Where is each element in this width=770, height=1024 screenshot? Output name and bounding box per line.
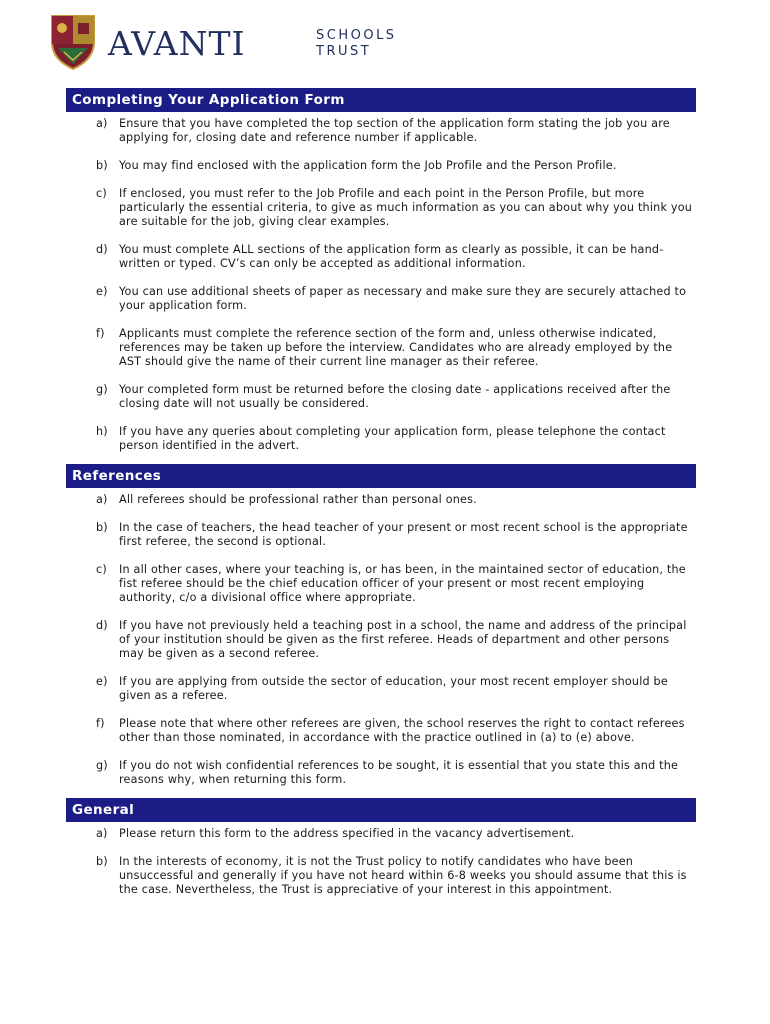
section-header-completing-form: Completing Your Application Form [66, 88, 696, 112]
list-marker: b) [96, 158, 108, 172]
crest-icon [50, 14, 96, 70]
list-text: Please return this form to the address specified in the vacancy advertisement. [119, 827, 575, 840]
list-text: If enclosed, you must refer to the Job Profile and each point in the Person Profile, but more particularly the essential criteria, to give as much information as you can about why you think you are suitable for the job, giving clear examples. [119, 186, 693, 229]
document-body [66, 88, 696, 908]
list-marker: f) [96, 326, 105, 340]
list-marker: c) [96, 186, 107, 200]
header [50, 14, 397, 72]
logo-subtitle [316, 28, 397, 60]
list-item [66, 243, 696, 271]
list-text: If you are applying from outside the sector of education, your most recent employer should be given as a referee. [119, 674, 668, 702]
list-marker: a) [96, 827, 108, 840]
list-marker: b) [96, 854, 108, 868]
list-text: All referees should be professional rather than personal ones. [119, 492, 477, 506]
list-item [66, 285, 696, 313]
list-marker: g) [96, 758, 108, 772]
list-text: In the interests of economy, it is not the Trust policy to notify candidates who have been unsuccessful and generally if you have not heard within 6-8 weeks you should assume that this is the case. Nevertheless, the Trust is appreciative of your interest in this appointment. [119, 854, 687, 897]
section-header-general: General [66, 798, 696, 822]
list-text: Ensure that you have completed the top section of the application form stating the job you are applying for, closing date and reference number if applicable. [119, 117, 670, 145]
list-item [66, 159, 696, 173]
logo-subtitle-line2: TRUST [316, 44, 372, 59]
list-item [66, 117, 696, 145]
list-text: You may find enclosed with the application form the Job Profile and the Person Profile. [119, 158, 617, 172]
list-marker: f) [96, 716, 105, 730]
logo-wordmark: AVANTI [108, 24, 246, 63]
section-items-general [66, 822, 696, 908]
list-marker: a) [96, 117, 108, 130]
list-marker: b) [96, 520, 108, 534]
list-text: Applicants must complete the reference section of the form and, unless otherwise indicated, references may be taken up before the interview. Candidates who are already employed by the AST should give the name of their current line manager as their referee. [119, 326, 673, 368]
list-text: If you have not previously held a teaching post in a school, the name and address of the principal of your institution should be given as the first referee. Heads of department and other persons may be given as a second referee. [119, 618, 687, 661]
list-text: You must complete ALL sections of the application form as clearly as possible, it can be hand-written or typed. CV’s can only be accepted as additional information. [119, 242, 664, 270]
list-item [66, 619, 696, 662]
list-marker: e) [96, 674, 108, 688]
list-marker: e) [96, 284, 108, 298]
list-text: If you have any queries about completing your application form, please telephone the contact person identified in the advert. [119, 424, 666, 452]
list-item [66, 425, 696, 453]
list-item [66, 493, 696, 507]
list-item [66, 675, 696, 703]
section-items-references [66, 488, 696, 798]
section-items-completing-form [66, 112, 696, 464]
list-item [66, 383, 696, 411]
list-item [66, 521, 696, 549]
list-item [66, 327, 696, 370]
list-text: Your completed form must be returned before the closing date - applications received after the closing date will not usually be considered. [119, 382, 671, 410]
list-item [66, 563, 696, 606]
logo-subtitle-line1: SCHOOLS [316, 28, 397, 43]
list-item [66, 759, 696, 787]
list-marker: c) [96, 562, 107, 576]
list-text: You can use additional sheets of paper as necessary and make sure they are securely attached to your application form. [119, 284, 687, 312]
list-marker: d) [96, 618, 108, 632]
list-text: If you do not wish confidential references to be sought, it is essential that you state this and the reasons why, when returning this form. [119, 758, 679, 786]
list-item [66, 827, 696, 841]
list-item [66, 717, 696, 745]
list-item [66, 855, 696, 898]
list-text: In all other cases, where your teaching is, or has been, in the maintained sector of education, the fist referee should be the chief education officer of your present or most recent employing authority, c/o a divisional office where appropriate. [119, 562, 686, 604]
list-item [66, 187, 696, 230]
list-text: Please note that where other referees are given, the school reserves the right to contact referees other than those nominated, in accordance with the practice outlined in (a) to (e) above. [119, 716, 685, 744]
list-marker: g) [96, 382, 108, 396]
section-header-references: References [66, 464, 696, 488]
list-marker: d) [96, 242, 108, 256]
list-marker: h) [96, 424, 108, 438]
list-text: In the case of teachers, the head teacher of your present or most recent school is the appropriate first referee, the second is optional. [119, 520, 688, 548]
list-marker: a) [96, 492, 108, 506]
